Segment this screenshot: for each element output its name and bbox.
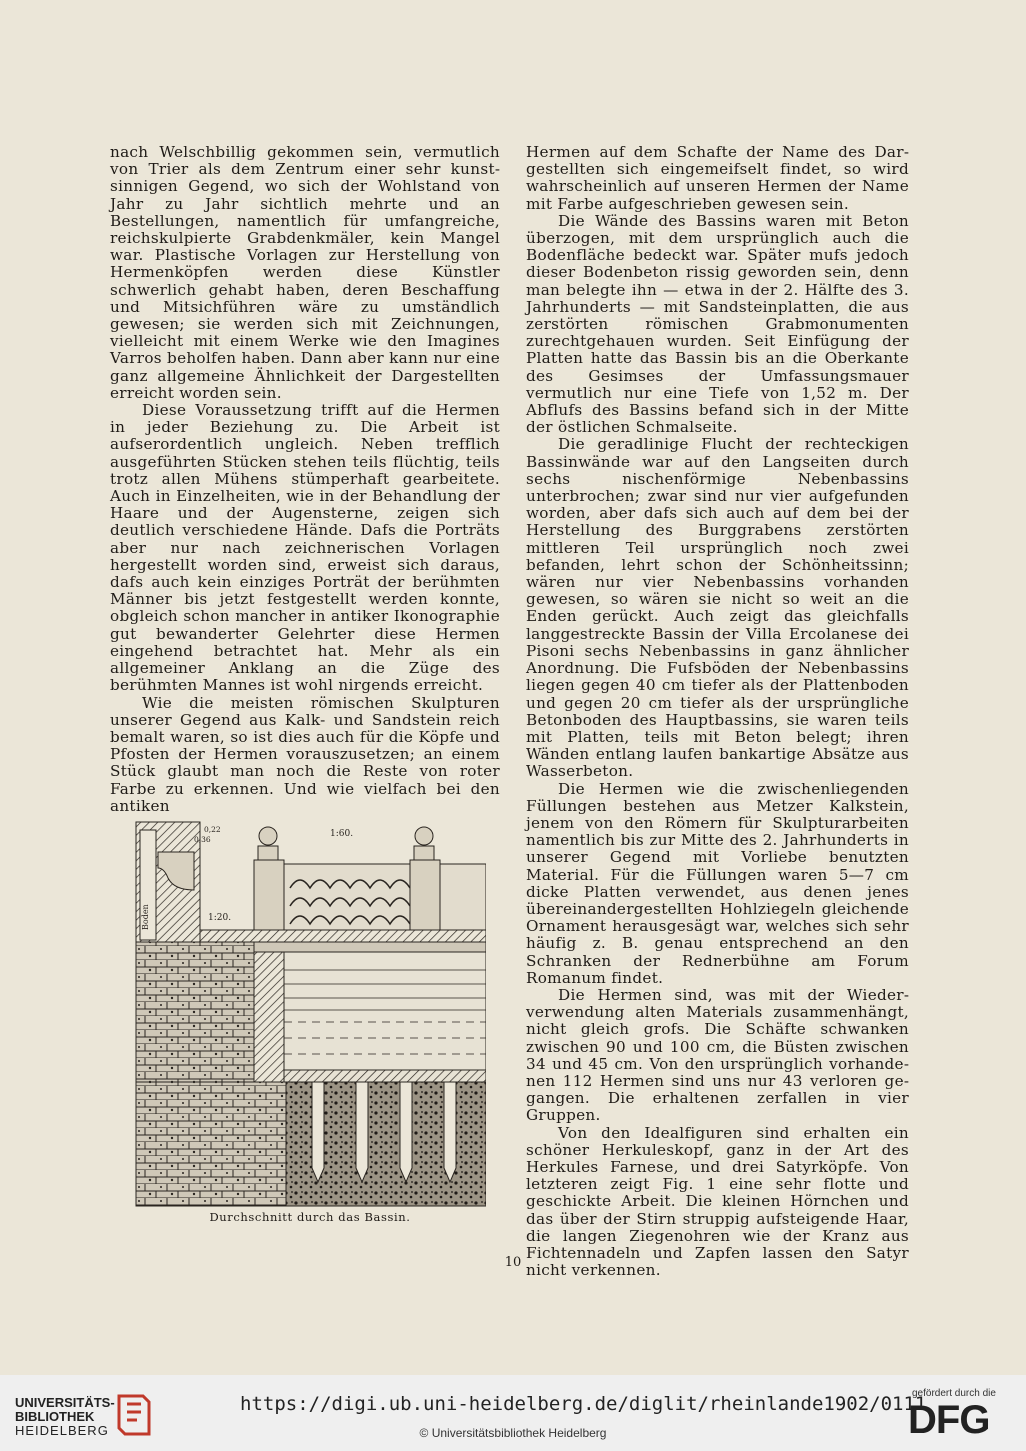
masonry-wall <box>136 942 254 1082</box>
paragraph: nach Welschbillig gekommen sein, vermutlich von Trier als dem Zentrum einer sehr kunstsinnigen Gegend, wo sich der Wohlstand von Jahr zu Jahr sichtlich mehrte und an Bestellungen, namentlich für umfangreiche, reichskulpierte Grabdenkmäler, kein Mangel war. Plastische Vorlagen zur Herstellung von Hermenköpfen werden diese Künstler schwerlich gehabt haben, deren Beschaffung und Mitsichführen wäre zu umständlich gewesen; sie werden sich mit Zeichnungen, vielleicht mit einem Werke wie den Imagines Varros beholfen haben. Dann aber kann nur eine ganz allgemeine Ähnlichkeit der Dargestellten erreicht worden sein. <box>110 143 500 402</box>
paragraph: Wie die meisten römischen Skulpturen unserer Gegend aus Kalk- und Sandstein reich bemalt waren, so ist dies auch für die Köpfe und Pfosten der Hermen vorauszusetzen; an einem Stück glaubt man noch die Reste von roter Farbe zu erkennen. Und wie vielfach bei den antiken <box>110 693 500 815</box>
paragraph: Die geradlinige Flucht der rechteckigen Bassinwände war auf den Langseiten durch sechs nischenförmige Nebenbassins unterbrochen; zwar sind nur vier aufgefunden worden, aber dafs sich auch auf dem bei der Herstellung des Burggrabens zerstörten mittleren Teil ursprünglich noch zwei befanden, lehrt schon der Schönheitssinn; wären nur vier Nebenbassins vorhanden gewesen, so wären sie nicht so weit an die Enden gerückt. Auch zeigt das gleichfalls langgestreckte Bassin der Villa Ercolanese dei Pisoni sechs Nebenbassins in ganz ähnlicher Anordnung. Die Fufsböden der Nebenbassins liegen gegen 40 cm tiefer als der Plattenboden und gegen 20 cm tiefer als der ursprüngliche Betonboden des Hauptbassins, sie waren teils mit Platten, teils mit Beton belegt; ihren Wänden entlang laufen bankartige Absätze aus Wasserbeton. <box>526 435 909 781</box>
figure-caption: Durchschnitt durch das Bassin. <box>209 1210 411 1224</box>
paragraph: Von den Idealfiguren sind erhalten ein schöner Herkuleskopf, ganz in der Art des Herkules Farnese, und drei Satyrköpfe. Von letzteren zeigt Fig. 1 eine sehr flotte und geschickte Arbeit. Die kleinen Hörnchen und das über der Stirn struppig aufsteigende Haar, die langen Ziegenohren wie der Kranz aus Fichtennadeln und Zapfen lassen den Satyr nicht verkennen. <box>526 1123 909 1280</box>
page-number: 10 <box>504 1255 522 1270</box>
side-label: Boden <box>141 904 150 930</box>
dimension-label: 0,22 <box>204 825 221 834</box>
herm-head-icon <box>259 827 277 845</box>
left-column <box>110 144 500 815</box>
pile <box>444 1082 456 1182</box>
pile <box>312 1082 324 1182</box>
dimension-label: 0,36 <box>194 835 211 844</box>
funding-note: gefördert durch die <box>912 1388 996 1399</box>
dfg-logo[interactable]: DFG <box>908 1398 990 1442</box>
paragraph: Die Hermen wie die zwischenliegenden Füllungen bestehen aus Metzer Kalkstein, jenem von den Römern für Skulpturarbeiten namentlich bis zur Mitte des 2. Jahrhunderts in unserer Gegend mit Vorliebe benutzten Material. Für die Füllungen waren 5—7 cm dicke Platten verwendet, aus denen jenes übereinandergestellten Hohlziegeln gleichende Ornament herausgesägt war, welches sich sehr häufig z. B. genau entsprechend an den Schranken der Rednerbühne am Forum Romanum findet. <box>526 779 909 987</box>
permalink[interactable]: https://digi.ub.uni-heidelberg.de/diglit/rheinlande1902/0111 <box>240 1393 927 1415</box>
library-name: UNIVERSITÄTS- BIBLIOTHEK HEIDELBERG <box>15 1395 115 1438</box>
pile <box>400 1082 412 1182</box>
paragraph: Die Wände des Bassins waren mit Beton überzogen, mit dem ursprünglich auch die Bodenfläche bedeckt war. Später mufs jedoch dieser Bodenbeton rissig geworden sein, denn man belegte ihn — etwa in der 2. Hälfte des 3. Jahrhunderts — mit Sandsteinplatten, die aus zerstörten römischen Grabmonumenten zurechtgehauen wurden. Seit Einfügung der Platten hatte das Bassin bis an die Oberkante des Gesimses der Umfassungsmauer vermutlich nur eine Tiefe von 1,52 m. Der Abflufs des Bassins befand sich in der Mitte der östlichen Schmalseite. <box>526 211 909 437</box>
pile <box>356 1082 368 1182</box>
herm-head-icon <box>415 827 433 845</box>
copyright: © Universitätsbibliothek Heidelberg <box>419 1426 607 1440</box>
paragraph: Hermen auf dem Schafte der Name des Dargestellten sich eingemeifselt findet, so wird wahrscheinlich auf unseren Hermen der Name mit Farbe aufgeschrieben gewesen sein. <box>526 143 909 213</box>
paragraph: Diese Voraussetzung trifft auf die Hermen in jeder Beziehung zu. Die Arbeit ist aufserordentlich ungleich. Neben trefflich ausgeführten Stücken stehen teils flüchtig, teils trotz allen Mühens stümperhaft gearbeitete. Auch in Einzelheiten, wie in der Behandlung der Haare und der Augensterne, zeigen sich deutlich verschiedene Hände. Dafs die Porträts aber nur nach zeichnerischen Vorlagen hergestellt worden sind, erweist sich daraus, dafs auch kein einziges Porträt der berühmten Männer bis jetzt festgestellt werden konnte, obgleich schon mancher in antiker Ikonographie gut bewanderter Gelehrter diese Hermen eingehend betrachtet hat. Mehr als ein allgemeiner Anklang an die Züge des berühmten Mannes ist wohl nirgends erreicht. <box>110 401 500 695</box>
basin-water <box>284 952 486 1082</box>
basin-cross-section-figure <box>134 820 486 1210</box>
right-column <box>526 144 909 1279</box>
scale-label: 1:20. <box>208 913 232 923</box>
paragraph: Die Hermen sind, was mit der Wiederverwendung alten Materials zusammenhängt, nicht gleich grofs. Die Schäfte schwanken zwischen 90 und 100 cm, die Büsten zwischen 34 und 45 cm. Von den ursprünglich vorhandenen 112 Hermen sind uns nur 43 verloren gegangen. Die erhaltenen zerfallen in vier Gruppen. <box>526 985 909 1125</box>
scale-label: 1:60. <box>330 829 354 839</box>
